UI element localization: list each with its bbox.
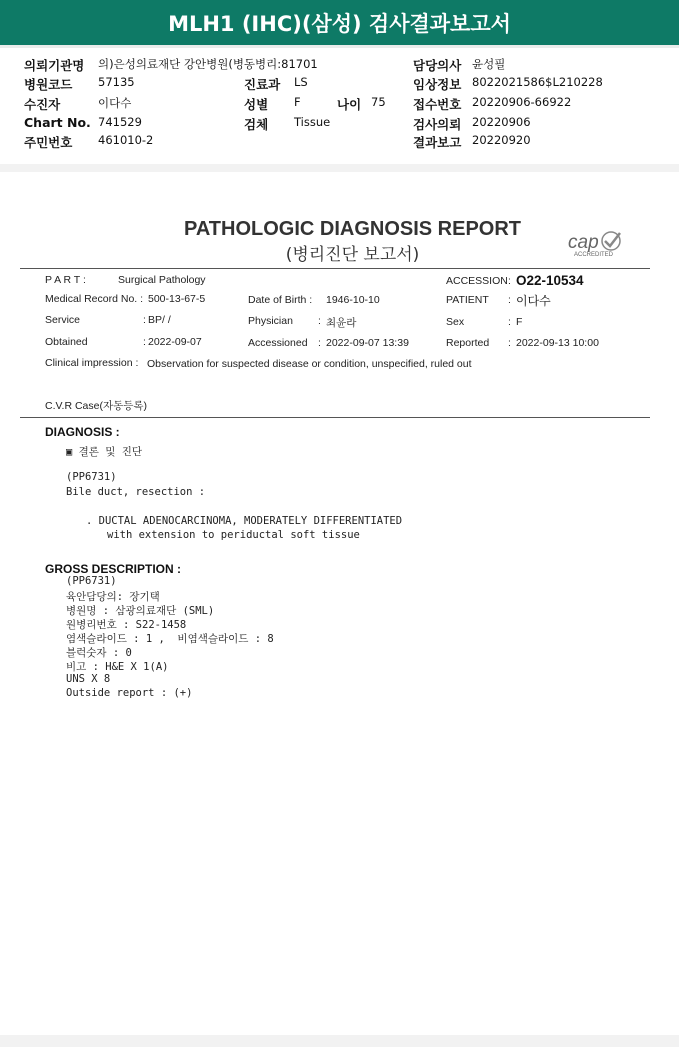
gross-line: Outside report : (+) [66,687,193,699]
obtained-label: Obtained [45,336,88,348]
meta-value: 의)은성의료재단 강안병원(병동병리:81701 [98,57,318,71]
diagnosis-line: Bile duct, resection : [66,486,206,498]
sex-colon: : [508,316,511,328]
meta-value: 20220920 [472,133,531,147]
meta-value: 윤성필 [472,57,506,71]
diagnosis-subheading: ▣ 결론 및 진단 [66,446,143,458]
meta-value: 461010-2 [98,133,154,147]
sex-value: F [516,316,523,328]
meta-label: 나이 [337,97,362,112]
clinical-impression-label: Clinical impression : [45,357,139,369]
accession-value: O22-10534 [516,273,584,288]
dob-label: Date of Birth : [248,294,313,306]
physician-value: 최윤라 [326,317,357,329]
cap-accredited-label: ACCREDITED [574,252,614,258]
cap-accredited-logo [568,230,628,264]
meta-value: Tissue [294,115,331,129]
part-value: Surgical Pathology [118,274,206,286]
check-icon [598,230,624,252]
diagnosis-line: with extension to periductal soft tissue [107,529,360,541]
meta-row [0,115,679,133]
report-heading: PATHOLOGIC DIAGNOSIS REPORT [183,218,522,240]
meta-value: F [294,95,301,109]
meta-label: 수진자 [24,97,61,112]
meta-label: 의뢰기관명 [24,58,85,73]
service-label: Service [45,314,81,326]
meta-value: 20220906-66922 [472,95,572,109]
accessioned-value: 2022-09-07 13:39 [326,337,409,349]
meta-value: 741529 [98,115,142,129]
meta-value: 8022021586$L210228 [472,75,603,89]
obtained-colon: : [143,336,146,348]
section-divider [0,164,679,172]
gross-line: 염색슬라이드 : 1 , 비염색슬라이드 : 8 [66,633,274,645]
reported-colon: : [508,337,511,349]
reported-label: Reported [446,337,490,349]
gross-line: 병원명 : 삼광의료재단 (SML) [66,605,215,617]
mrn-value: 500-13-67-5 [148,293,206,305]
meta-row [0,56,679,74]
gross-line: 원병리번호 : S22-1458 [66,619,187,631]
diagnosis-heading: DIAGNOSIS : [45,425,120,439]
page-footer-band [0,1035,679,1047]
meta-value: 57135 [98,75,135,89]
meta-label: 담당의사 [413,58,462,73]
accessioned-label: Accessioned [248,337,308,349]
mrn-label: Medical Record No. : [45,293,144,305]
obtained-value: 2022-09-07 [148,336,202,348]
dob-value: 1946-10-10 [326,294,380,306]
sex-label: Sex [446,316,465,328]
gross-line: UNS X 8 [66,673,111,685]
patient-colon: : [508,294,511,306]
gross-line: 블럭숫자 : 0 [66,647,132,659]
accession-label: ACCESSION [446,275,508,287]
service-colon: : [143,314,146,326]
meta-label: 진료과 [244,77,281,92]
meta-label: 임상정보 [413,77,462,92]
accession-colon: : [508,275,511,287]
gross-description-heading: GROSS DESCRIPTION : [45,562,182,576]
gross-line: 비고 : H&E X 1(A) [66,661,169,673]
gross-line: (PP6731) [66,575,117,587]
meta-label: 검사의뢰 [413,117,462,132]
meta-row [0,75,679,93]
physician-colon: : [318,315,321,327]
meta-label: 병원코드 [24,77,73,92]
meta-row [0,133,679,151]
clinical-impression-value: Observation for suspected disease or condition, unspecified, ruled out [147,358,472,370]
patient-label: PATIENT [446,294,489,306]
patient-value: 이다수 [516,294,551,308]
part-label: P A R T : [45,274,86,286]
meta-label: 접수번호 [413,97,462,112]
pathology-report [0,172,679,1035]
divider [20,417,650,418]
meta-label: 주민번호 [24,135,73,150]
reported-value: 2022-09-13 10:00 [516,337,599,349]
report-title: MLH1 (IHC)(삼성) 검사결과보고서 [168,12,511,36]
diagnosis-line: (PP6731) [66,471,117,483]
meta-label: 결과보고 [413,135,462,150]
cvr-case: C.V.R Case(자동등록) [45,400,148,412]
accessioned-colon: : [318,337,321,349]
meta-value: LS [294,75,308,89]
gross-line: 육안담당의: 장기택 [66,591,160,603]
diagnosis-line: . DUCTAL ADENOCARCINOMA, MODERATELY DIFFERENTIATED [86,515,403,527]
report-title-bar [0,0,679,48]
meta-label: 성별 [244,97,269,112]
meta-row [0,95,679,113]
cap-logo-text: cap [568,232,599,253]
meta-value: 75 [371,95,386,109]
meta-label: 검체 [244,117,269,132]
report-subheading: (병리진단 보고서) [285,245,420,265]
meta-label: Chart No. [24,115,91,130]
meta-value: 20220906 [472,115,531,129]
meta-value: 이다수 [98,96,132,110]
service-value: BP/ / [148,314,171,326]
patient-meta-panel [0,52,679,164]
divider [20,268,650,269]
physician-label: Physician [248,315,293,327]
